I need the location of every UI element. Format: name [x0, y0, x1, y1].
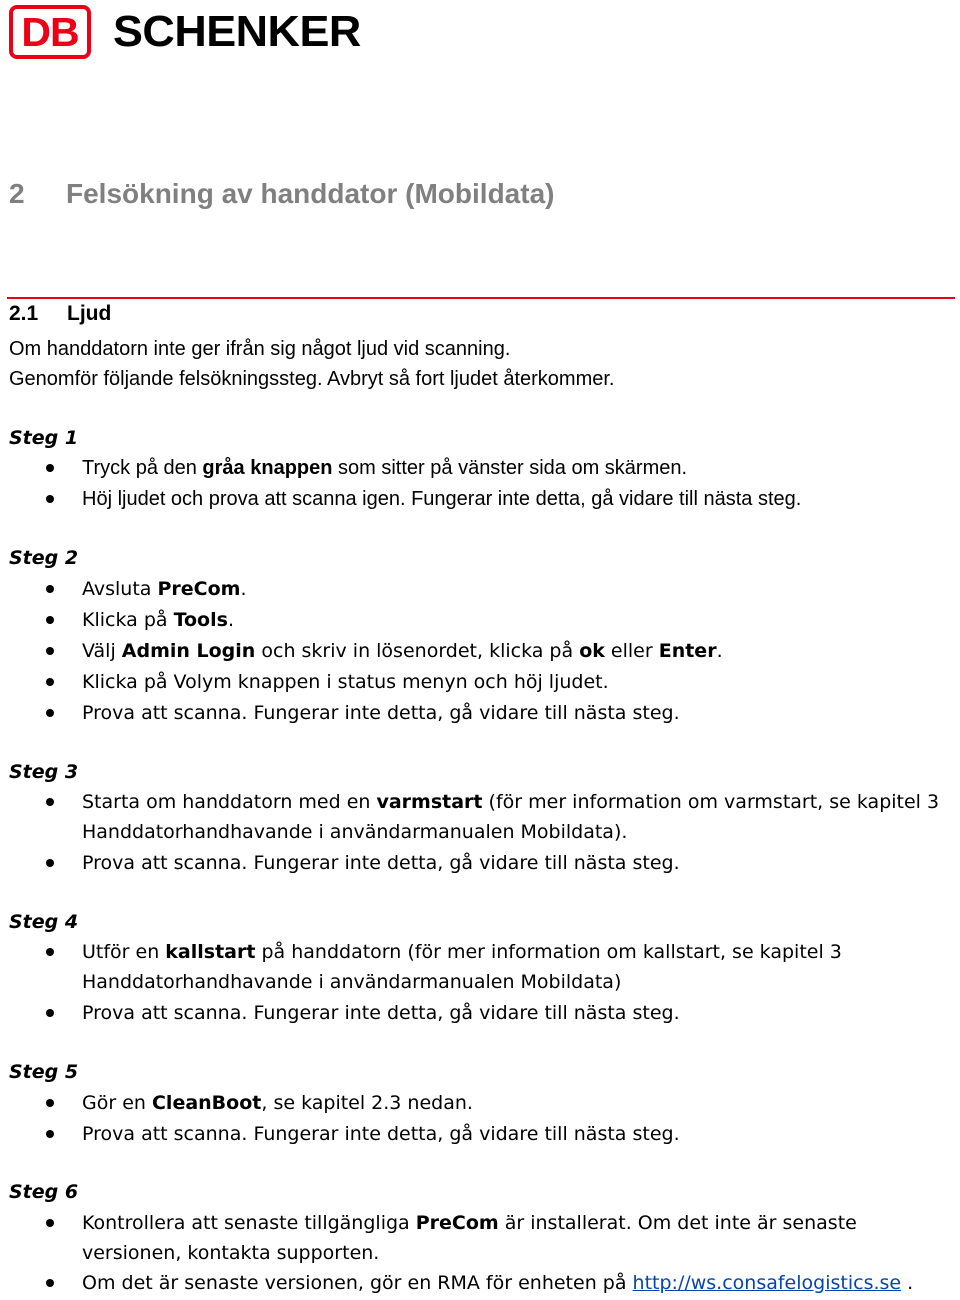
- list-item: Utför en kallstart på handdatorn (för mer information om kallstart, se kapitel 3 Handdatorhandhavande i användarmanualen Mobildata): [82, 937, 952, 997]
- list-item: Klicka på Tools.: [82, 605, 952, 635]
- section-heading: [9, 178, 554, 210]
- db-schenker-logo: [9, 2, 361, 62]
- list-item: Prova att scanna. Fungerar inte detta, gå vidare till nästa steg.: [82, 698, 952, 728]
- brand-name: SCHENKER: [113, 7, 361, 56]
- list-item: Klicka på Volym knappen i status menyn och höj ljudet.: [82, 667, 952, 697]
- db-logo-mark: DB: [9, 5, 91, 59]
- intro-line-1: Om handdatorn inte ger ifrån sig något ljud vid scanning.: [9, 338, 511, 360]
- list-item: Om det är senaste versionen, gör en RMA för enheten på http://ws.consafelogistics.se .: [82, 1268, 952, 1298]
- list-item: Gör en CleanBoot, se kapitel 2.3 nedan.: [82, 1088, 952, 1118]
- step-3-title: Steg 3: [9, 761, 79, 783]
- intro-line-2: Genomför följande felsökningssteg. Avbryt så fort ljudet återkommer.: [9, 368, 615, 390]
- section-number: 2: [9, 178, 25, 209]
- support-link[interactable]: http://ws.consafelogistics.se: [632, 1272, 902, 1294]
- list-item: Prova att scanna. Fungerar inte detta, gå vidare till nästa steg.: [82, 1119, 952, 1149]
- step-5-title: Steg 5: [9, 1061, 79, 1083]
- list-item: Avsluta PreCom.: [82, 574, 952, 604]
- step-2-title: Steg 2: [9, 547, 79, 569]
- subsection-heading: [9, 302, 111, 326]
- list-item: Kontrollera att senaste tillgängliga PreCom är installerat. Om det inte är senaste versionen, kontakta supporten.: [82, 1208, 952, 1268]
- step-1-title: Steg 1: [9, 427, 79, 449]
- list-item: Prova att scanna. Fungerar inte detta, gå vidare till nästa steg.: [82, 998, 952, 1028]
- subsection-divider: [7, 297, 955, 299]
- list-item: Prova att scanna. Fungerar inte detta, gå vidare till nästa steg.: [82, 848, 952, 878]
- subsection-number: 2.1: [9, 302, 39, 325]
- list-item: Starta om handdatorn med en varmstart (för mer information om varmstart, se kapitel 3 Handdatorhandhavande i användarmanualen Mobildata).: [82, 787, 952, 847]
- step-4-title: Steg 4: [9, 911, 79, 933]
- list-item: Höj ljudet och prova att scanna igen. Fungerar inte detta, gå vidare till nästa steg.: [82, 484, 952, 514]
- list-item: Tryck på den gråa knappen som sitter på vänster sida om skärmen.: [82, 453, 952, 483]
- section-title: Felsökning av handdator (Mobildata): [66, 178, 555, 209]
- step-6-title: Steg 6: [9, 1181, 79, 1203]
- list-item: Välj Admin Login och skriv in lösenordet, klicka på ok eller Enter.: [82, 636, 952, 666]
- subsection-title: Ljud: [67, 302, 112, 325]
